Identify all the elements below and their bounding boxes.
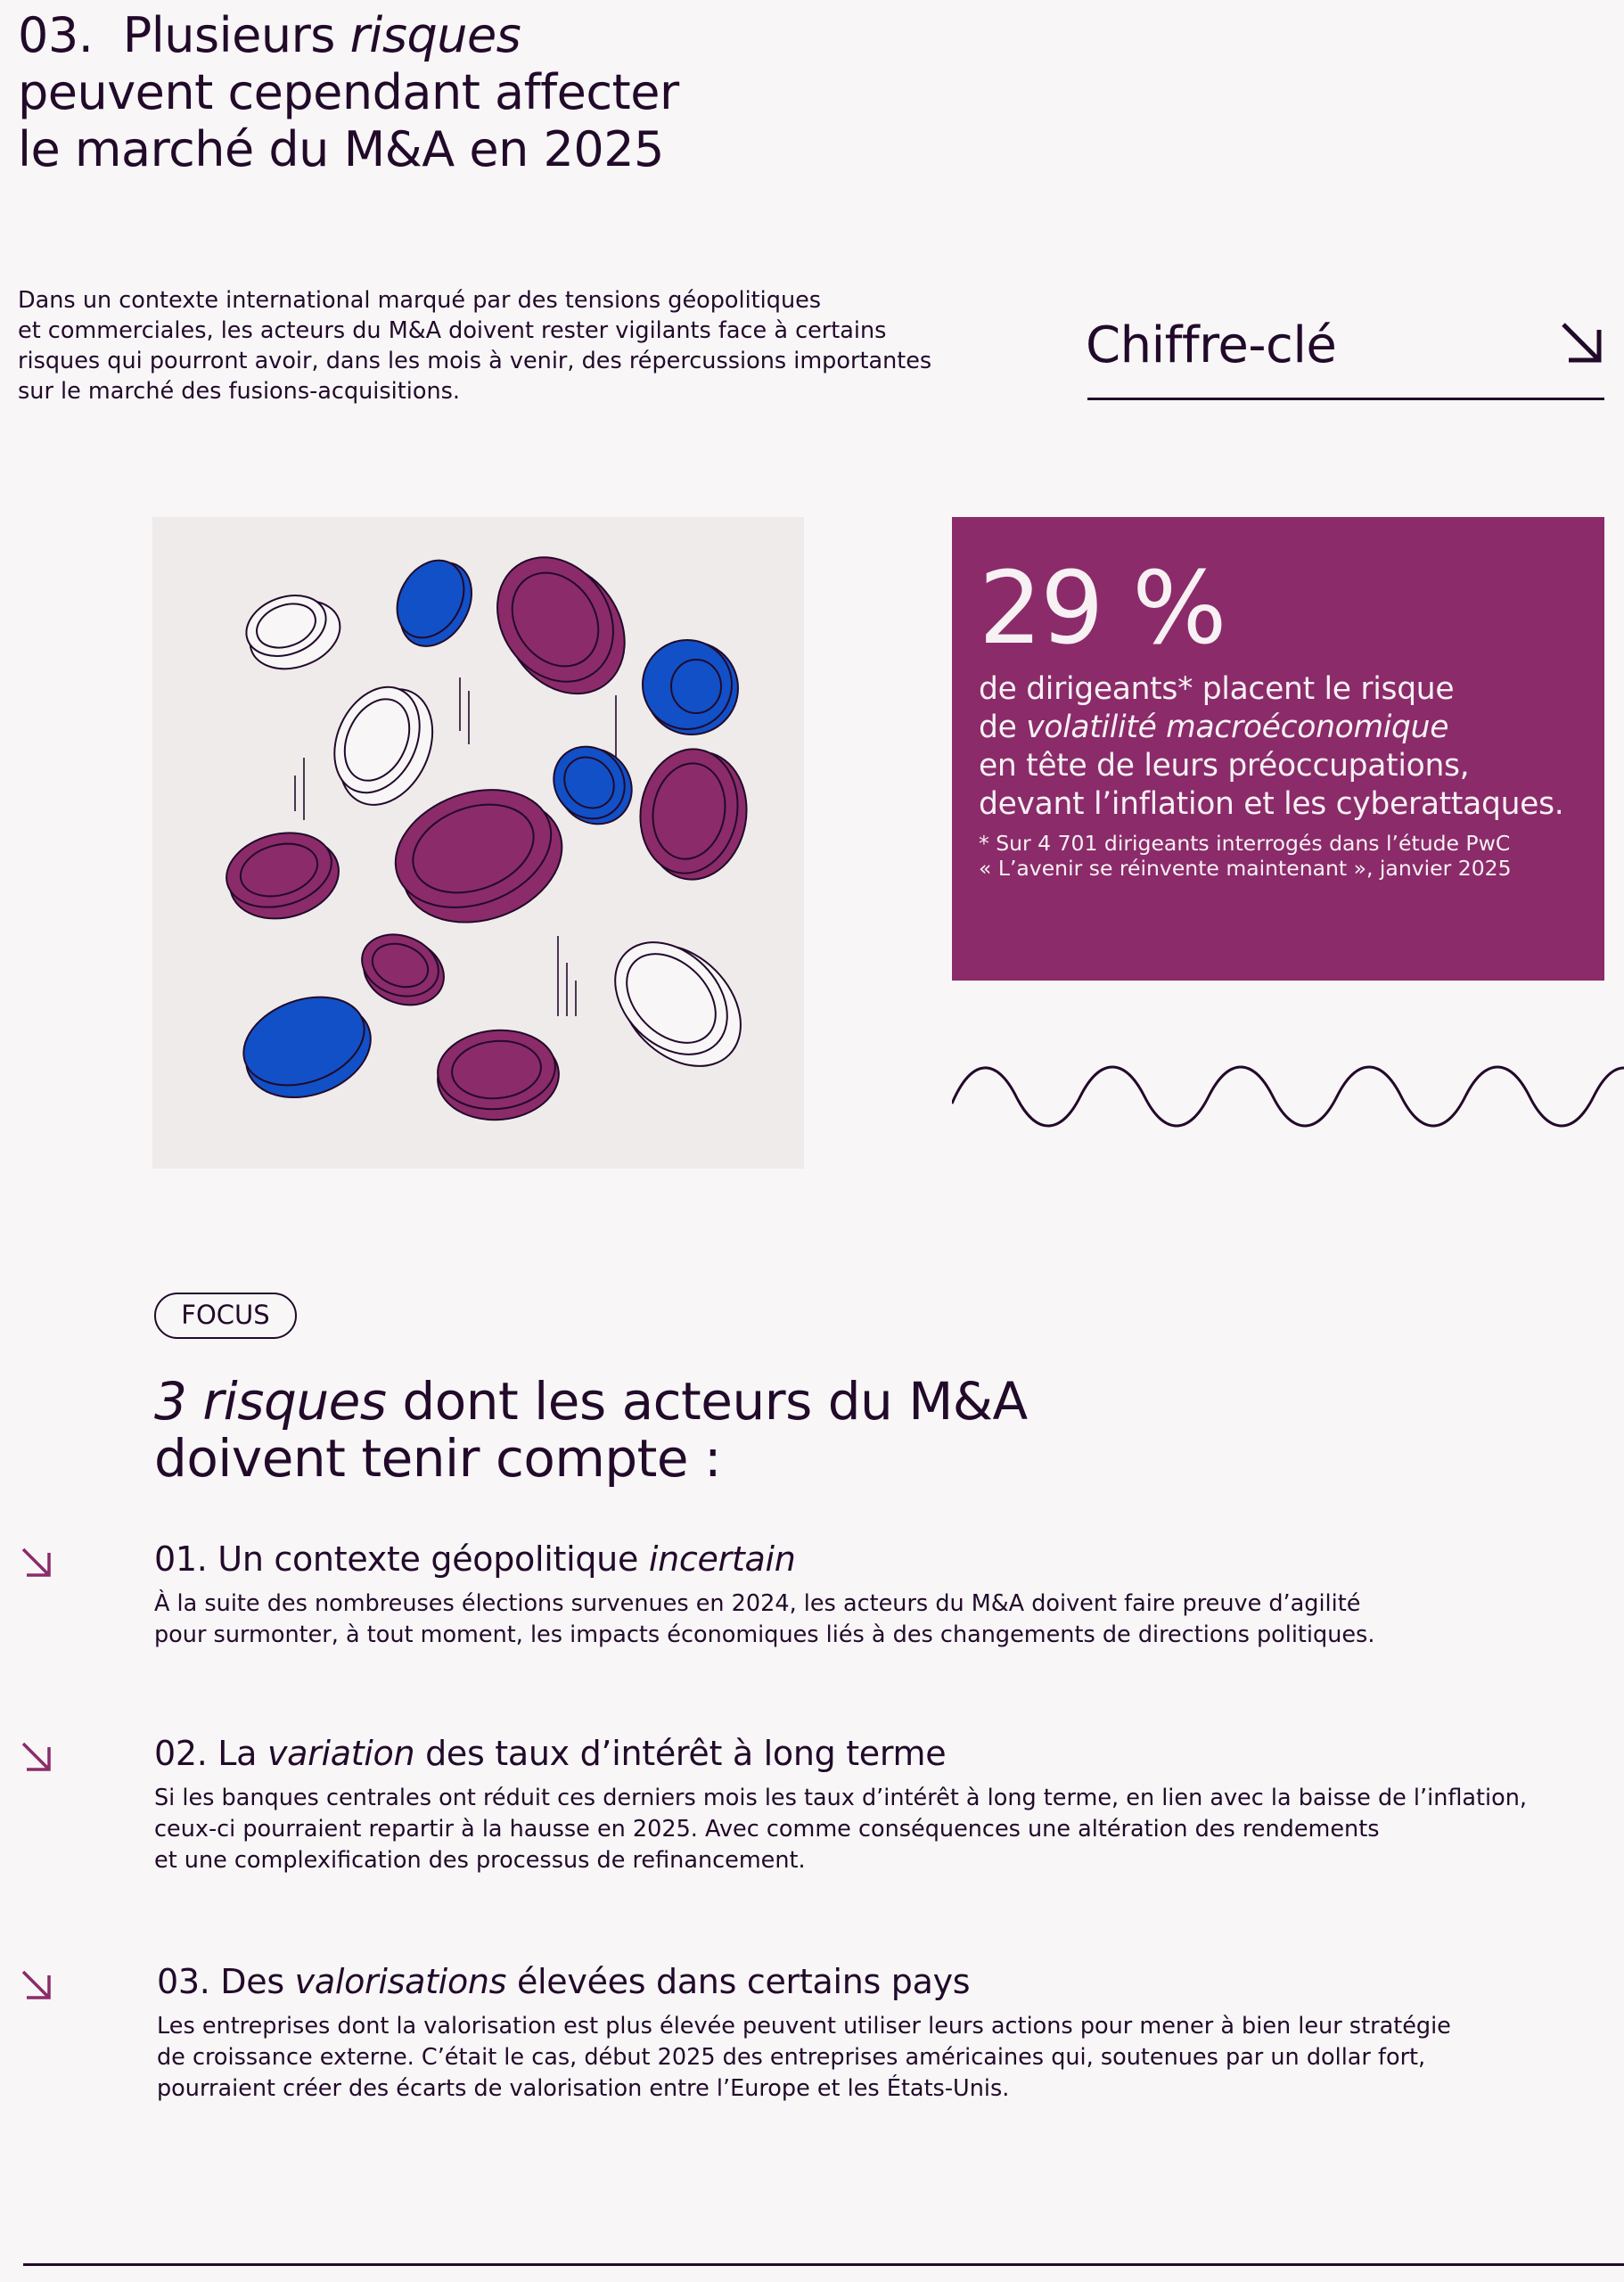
risk-description: Les entreprises dont la valorisation est plus élevée peuvent utiliser leurs actions pour mener à bien leur stratégie de croissance externe. C’était le cas, début 2025 des entreprises américaines qui, soutenues par un dollar fort, pourraient créer des écarts de valorisation entre l’Europe et les États-Unis. [157,2013,1451,2102]
key-figure-label: Chiffre-clé [1086,316,1337,374]
key-figure-footnote: * Sur 4 701 dirigeants interrogés dans l’étude PwC « L’avenir se réinvente maintenant », janvier 2025 [979,831,1512,881]
risk-description: À la suite des nombreuses élections survenues en 2024, les acteurs du M&A doivent faire preuve d’agilité pour surmonter, à tout moment, les impacts économiques liés à des changements de directions politiques. [154,1590,1375,1648]
key-figure-value: 29 % [979,551,1226,667]
focus-tag: FOCUS [154,1293,297,1339]
key-figure-description: de dirigeants* placent le risque de volatilité macroéconomique en tête de leurs préoccupations, devant l’inflation et les cyberattaques. [979,671,1564,822]
key-figure-divider [1087,398,1604,400]
arrow-down-right-icon [20,1546,53,1580]
page-title: 03. Plusieurs risques peuvent cependant affecter le marché du M&A en 2025 [18,7,679,177]
footer-divider [23,2263,1624,2266]
intro-paragraph: Dans un contexte international marqué par des tensions géopolitiques et commerciales, les acteurs du M&A doivent rester vigilants face à certains risques qui pourront avoir, dans les mois à venir, des répercussions importantes sur le marché des fusions-acquisitions. [18,287,932,405]
coins-illustration [152,517,804,1169]
arrow-down-right-icon [1558,319,1604,365]
focus-title: 3 risques dont les acteurs du M&A doivent tenir compte : [154,1371,1028,1489]
risk-item [154,1733,1598,1876]
arrow-down-right-icon [20,1968,53,2002]
risk-item [157,1961,1601,2105]
risk-title: 03. Des valorisations élevées dans certains pays [157,1962,971,2001]
risk-description: Si les banques centrales ont réduit ces derniers mois les taux d’intérêt à long terme, en lien avec la baisse de l’inflation, ceux-ci pourraient repartir à la hausse en 2025. Avec comme conséquences une altération des rendements et une complexification des processus de refinancement. [154,1785,1528,1874]
arrow-down-right-icon [20,1740,53,1774]
section-number: 03. [18,7,94,63]
title-emphasis: risques [349,7,521,63]
risk-item [154,1539,1598,1651]
decorative-wave [952,1061,1624,1132]
risk-title: 02. La variation des taux d’intérêt à long terme [154,1734,947,1773]
key-figure-box [952,517,1604,981]
risk-title: 01. Un contexte géopolitique incertain [154,1539,796,1579]
